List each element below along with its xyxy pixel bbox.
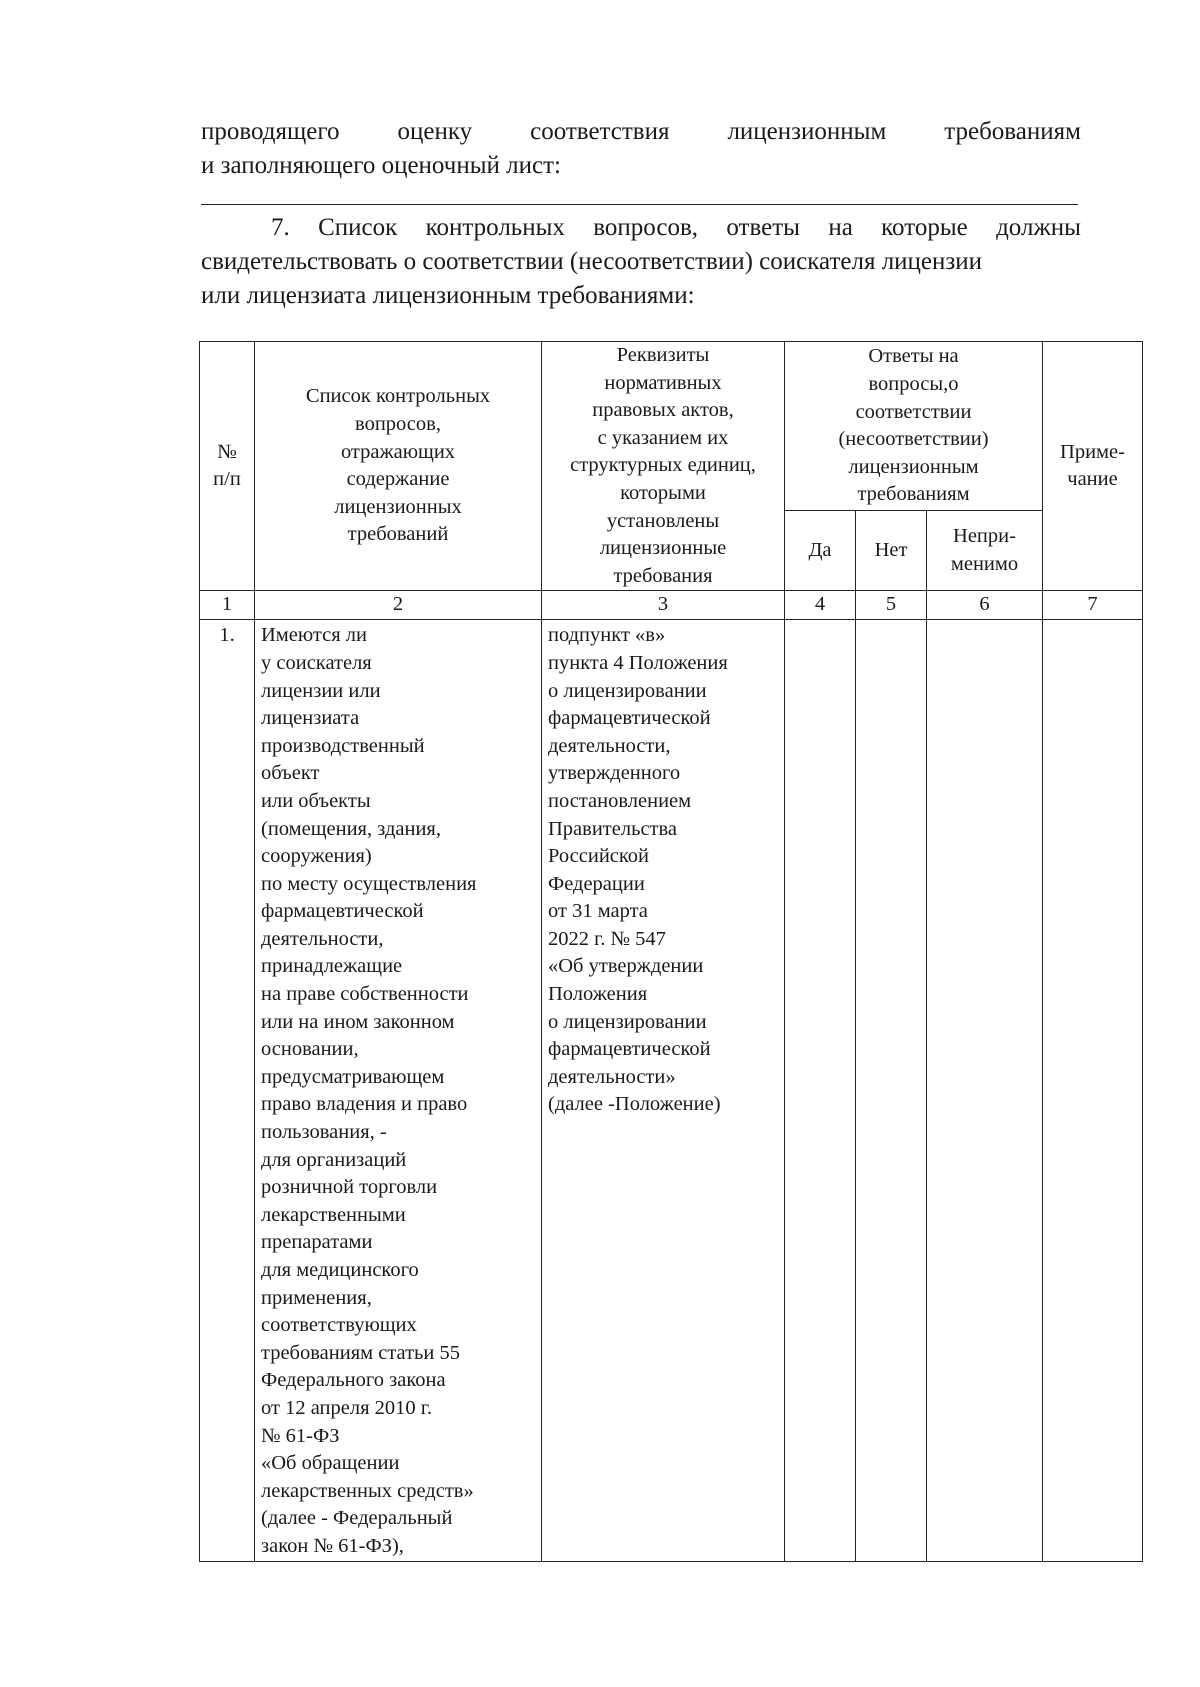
column-number-row	[200, 591, 1143, 620]
checklist-table	[199, 341, 1143, 1562]
answer-no-cell[interactable]	[856, 620, 927, 1561]
question-text: Имеются ли у соискателя лицензии или лицензиата производственный объект или объекты (помещения, здания, сооружения) по месту осуществления фармацевтической деятельности, принадлежащие на праве собственности или на ином законном основании, предусматривающем право владения и право пользования, - для организаций розничной торговли лекарственными препаратами для медицинского применения, соответствующих требованиям статьи 55 Федерального закона от 12 апреля 2010 г. № 61-ФЗ «Об обращении лекарственных средств» (далее - Федеральный закон № 61-ФЗ),	[261, 624, 477, 1557]
section-word: вопросов,	[593, 214, 699, 241]
section-7-paragraph	[201, 211, 1081, 313]
header-yes-label: Да	[808, 539, 832, 561]
section-word: 7.	[271, 214, 290, 241]
row-number: 1.	[219, 624, 235, 647]
table-row	[200, 620, 1143, 1561]
header-na	[927, 511, 1043, 591]
column-number: 1	[200, 591, 255, 620]
header-note-label: Приме- чание	[1060, 440, 1125, 491]
header-answers	[785, 342, 1043, 511]
section-line-1	[201, 211, 1081, 245]
column-number: 3	[542, 591, 785, 620]
section-line-2: свидетельствовать о соответствии (несоответствии) соискателя лицензии	[201, 248, 983, 275]
header-questions	[255, 342, 542, 591]
intro-line-2: и заполняющего оценочный лист:	[201, 152, 561, 179]
section-word: которые	[881, 214, 968, 241]
header-row	[200, 342, 1143, 511]
column-number: 7	[1043, 591, 1143, 620]
header-yes	[785, 511, 856, 591]
section-word: должны	[996, 214, 1081, 241]
requisites-text: подпункт «в» пункта 4 Положения о лицензировании фармацевтической деятельности, утвержденного постановлением Правительства Российской Федерации от 31 марта 2022 г. № 547 «Об утверждении Положения о лицензировании фармацевтической деятельности» (далее -Положение)	[548, 624, 728, 1116]
header-requisites-label: Реквизиты нормативных правовых актов, с указанием их структурных единиц, которыми установлены лицензионные требования	[570, 344, 756, 587]
intro-paragraph	[201, 115, 1081, 183]
header-no	[856, 511, 927, 591]
column-number: 4	[785, 591, 856, 620]
intro-word: оценку	[397, 118, 473, 145]
signature-line	[201, 204, 1078, 205]
section-line-3: или лицензиата лицензионным требованиями:	[201, 282, 695, 309]
intro-word: требованиям	[944, 118, 1081, 145]
section-word: контрольных	[425, 214, 565, 241]
intro-word: соответствия	[530, 118, 670, 145]
answer-na-cell[interactable]	[927, 620, 1043, 1561]
header-answers-label: Ответы на вопросы,о соответствии (несоответствии) лицензионным требованиям	[838, 345, 989, 506]
row-number-cell	[200, 620, 255, 1561]
column-number: 5	[856, 591, 927, 620]
header-num-label: № п/п	[213, 440, 241, 491]
section-word: ответы	[726, 214, 800, 241]
question-cell	[255, 620, 542, 1561]
header-requisites	[542, 342, 785, 591]
column-number: 2	[255, 591, 542, 620]
section-word: Список	[318, 214, 398, 241]
intro-line-1	[201, 115, 1081, 149]
intro-word: лицензионным	[727, 118, 887, 145]
column-number: 6	[927, 591, 1043, 620]
intro-word: проводящего	[201, 118, 340, 145]
header-no-label: Нет	[874, 539, 908, 561]
header-na-label: Непри- менимо	[950, 525, 1019, 575]
requisites-cell	[542, 620, 785, 1561]
answer-yes-cell[interactable]	[785, 620, 856, 1561]
note-cell[interactable]	[1043, 620, 1143, 1561]
section-word: на	[828, 214, 853, 241]
header-note	[1043, 342, 1143, 591]
header-questions-label: Список контрольных вопросов, отражающих содержание лицензионных требований	[305, 385, 491, 546]
header-num	[200, 342, 255, 591]
